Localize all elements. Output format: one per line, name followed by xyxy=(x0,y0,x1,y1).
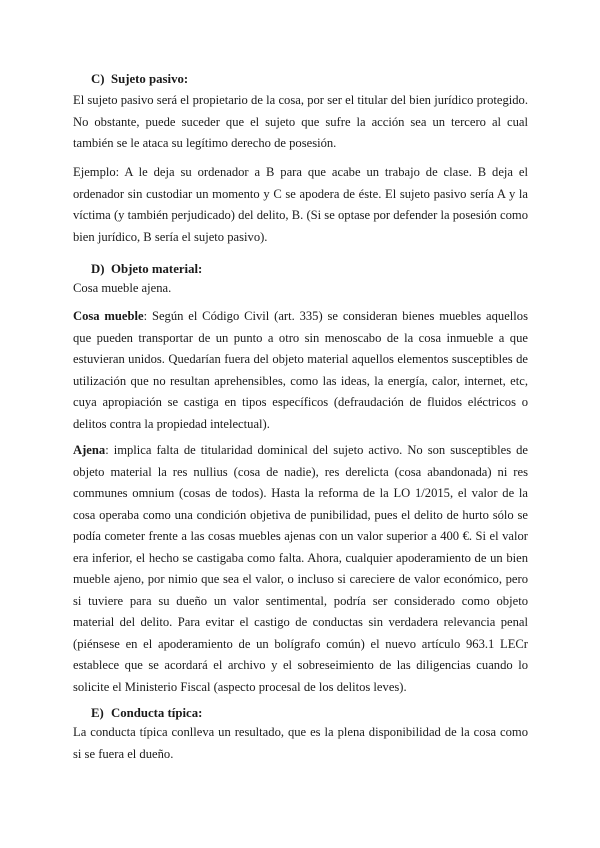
term-ajena: Ajena xyxy=(73,443,106,457)
section-d-title: Objeto material: xyxy=(111,262,203,276)
section-c-paragraph-2: Ejemplo: A le deja su ordenador a B para que acabe un trabajo de clase. B deja el ordenador sin custodiar un momento y C se apodera de éste. El sujeto pasivo sería A y la víctima (y también perjudicado) del delito, B. (Si se optase por defender la posesión como bien jurídico, B sería el sujeto pasivo). xyxy=(73,165,528,244)
section-c-title: Sujeto pasivo: xyxy=(111,72,189,86)
section-e-letter: E) xyxy=(91,706,104,720)
section-e-paragraph-1: La conducta típica conlleva un resultado, que es la plena disponibilidad de la cosa como si se fuera el dueño. xyxy=(73,725,528,761)
section-d-paragraph-1: Cosa mueble ajena. xyxy=(73,281,172,295)
section-d-paragraph-3-text: : implica falta de titularidad dominical del sujeto activo. No son susceptibles de objeto material la res nullius (cosa de nadie), res derelicta (cosa abandonada) ni res communes omnium (cosas de todos). Hasta la reforma de la LO 1/2015, el valor de la cosa operaba como una condición objetiva de punibilidad, pues el delito de hurto sólo se podía cometer frente a las cosas muebles ajenas con un valor superior a 400 €. Si el valor era inferior, el hecho se castigaba como falta. Ahora, cualquier apoderamiento de un bien mueble ajeno, por nimio que sea el valor, o incluso si careciere de valor económico, pero si tuviere para su dueño un valor sentimental, podría ser considerado como objeto material del delito. Para evitar el castigo de conductas sin verdadera relevancia penal (piénsese en el apoderamiento de un bolígrafo común) el nuevo artículo 963.1 LECr establece que se acordará el archivo y el sobreseimiento de las diligencias cuando lo solicite el Ministerio Fiscal (aspecto procesal de los delitos leves). xyxy=(73,443,528,694)
section-d-paragraph-2 xyxy=(73,306,528,435)
term-cosa-mueble: Cosa mueble xyxy=(73,309,144,323)
section-d-paragraph-2-text: : Según el Código Civil (art. 335) se consideran bienes muebles aquellos que pueden transportar de un punto a otro sin menoscabo de la cosa inmueble a que estuvieran unidos. Quedarían fuera del objeto material aquellos elementos susceptibles de utilización que no resultan aprehensibles, como las ideas, la energía, calor, internet, etc, cuya apropiación se castiga en tipos específicos (defraudación de fluidos eléctricos o delitos contra la propiedad intelectual). xyxy=(73,309,528,431)
section-d-paragraph-3 xyxy=(73,440,528,698)
section-c-letter: C) xyxy=(91,72,105,86)
section-d-letter: D) xyxy=(91,262,105,276)
section-c-paragraph-1: El sujeto pasivo será el propietario de la cosa, por ser el titular del bien jurídico protegido. No obstante, puede suceder que el sujeto que sufre la acción sea un tercero al cual también se le ataca su legítimo derecho de posesión. xyxy=(73,93,528,150)
section-e-heading xyxy=(91,706,202,721)
section-e-title: Conducta típica: xyxy=(111,706,203,720)
section-d-heading xyxy=(91,262,202,277)
section-c-heading xyxy=(91,72,188,87)
